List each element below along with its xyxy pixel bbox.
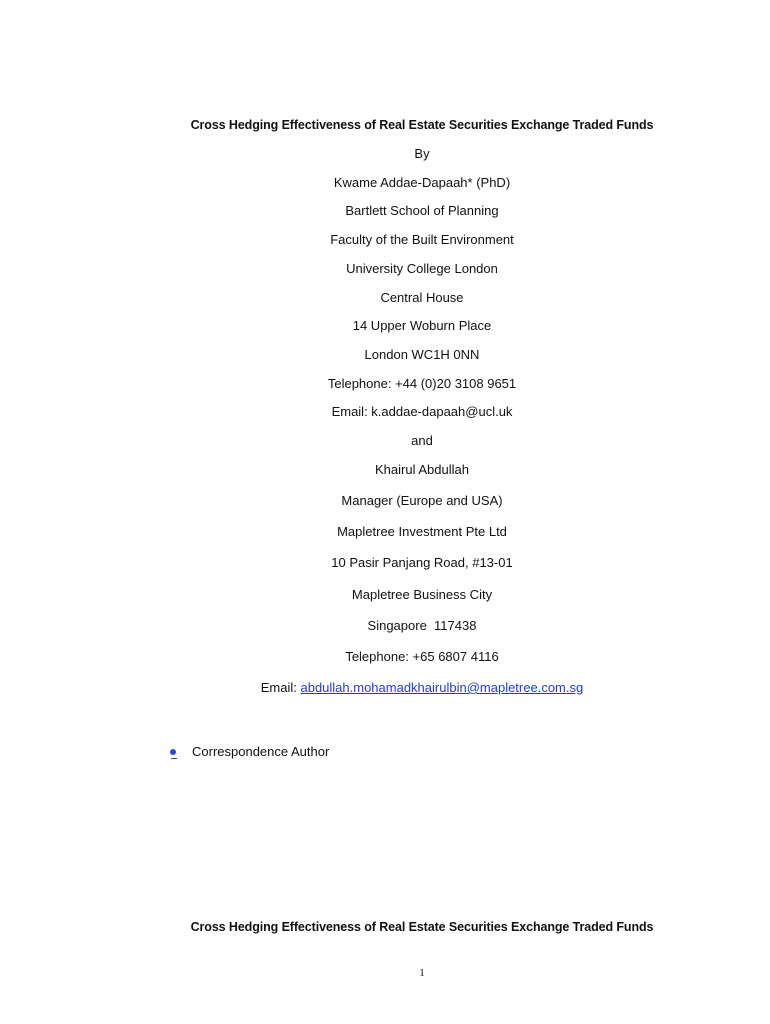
paper-title: Cross Hedging Effectiveness of Real Estate Securities Exchange Traded Funds (190, 118, 654, 132)
author2-email-line (0, 680, 770, 696)
bullet-underline (171, 758, 177, 759)
author2-address: 10 Pasir Panjang Road, #13-01 (331, 555, 513, 570)
author1-street: 14 Upper Woburn Place (352, 318, 492, 333)
author1-building: Central House (380, 290, 464, 305)
author2-email-label: Email: (260, 680, 301, 695)
author1-school: Bartlett School of Planning (345, 203, 499, 218)
bullet-icon (170, 749, 176, 755)
author2-company: Mapletree Investment Pte Ltd (337, 524, 507, 539)
and-line: and (411, 433, 433, 448)
author1-university: University College London (346, 261, 498, 276)
author2-name: Khairul Abdullah (375, 462, 469, 477)
by-line: By (414, 146, 430, 161)
author2-building: Mapletree Business City (351, 587, 493, 602)
correspondence-footnote (170, 744, 329, 760)
page-number: 1 (419, 967, 425, 979)
author2-city: Singapore 117438 (367, 618, 477, 633)
repeated-paper-title: Cross Hedging Effectiveness of Real Estate Securities Exchange Traded Funds (190, 920, 654, 934)
author1-name: Kwame Addae-Dapaah* (PhD) (333, 175, 511, 190)
author1-faculty: Faculty of the Built Environment (330, 232, 514, 247)
author1-city: London WC1H 0NN (364, 347, 480, 362)
author2-telephone: Telephone: +65 6807 4116 (345, 649, 499, 664)
footnote-text: Correspondence Author (192, 744, 330, 759)
author1-email: Email: k.addae-dapaah@ucl.uk (331, 404, 513, 419)
author2-position: Manager (Europe and USA) (341, 493, 503, 508)
author1-telephone: Telephone: +44 (0)20 3108 9651 (327, 376, 517, 391)
author2-email-link[interactable]: abdullah.mohamadkhairulbin@mapletree.com.sg (300, 680, 584, 695)
